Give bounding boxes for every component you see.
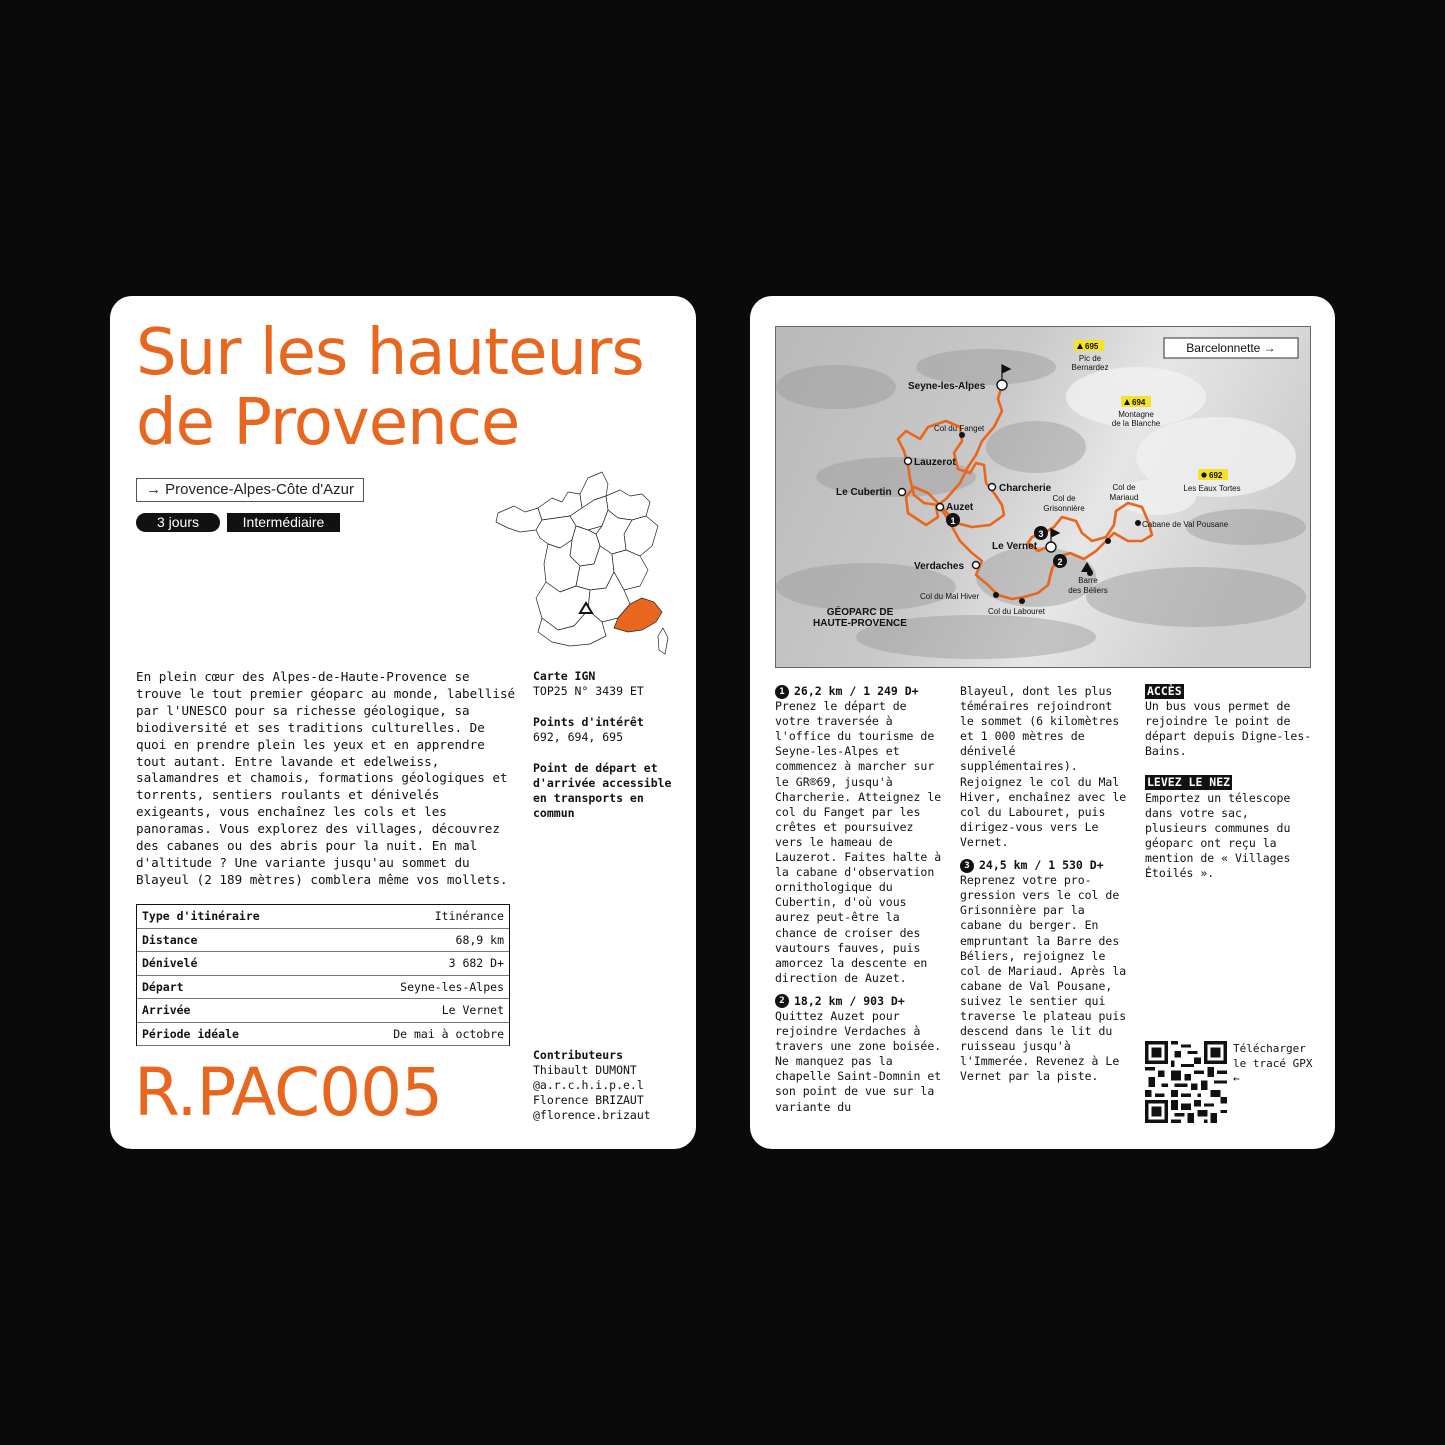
intro-text: En plein cœur des Alpes-de-Haute-Provence se trouve le tout premier géoparc au monde, labellisé par l'UNESCO pour sa richesse géologique, sa biodiversité et ses traditions culturelles. De quoi en prendre plein les yeux et en apprendre tout autant. Entre lavande et edelweiss, salamandres et chamois, formations géologiques et torrents, sentiers roulants et dénivelés exigeants, vous enchaînez les cols et les panoramas. Vous explorez des villages, découvrez des cabanes ou des abris pour la nuit. En mal d'altitude ? Une variante jusqu'au sommet du Blayeul (2 189 mètres) comblera même vos mollets. [136, 669, 516, 887]
poi-info [533, 715, 683, 745]
levez-le-nez-text: Emportez un télescope dans votre sac, plusieurs communes du géoparc ont reçu la mention de « Villages Étoilés ». [1145, 790, 1291, 881]
label-mal-hiver: Col du Mal Hiver [920, 592, 980, 601]
france-region-map [490, 468, 670, 664]
contributor-handle: @a.r.c.h.i.p.e.l [533, 1078, 644, 1092]
stage-3-heading [960, 858, 1132, 873]
label-fanget: Col du Fanget [934, 424, 985, 433]
spec-label: Dénivelé [142, 956, 198, 970]
label-vernet: Le Vernet [992, 541, 1038, 552]
poi-694: 694 [1132, 398, 1146, 407]
label-pic-1: Pic de [1078, 354, 1102, 363]
label-seyne: Seyne-les-Alpes [908, 381, 986, 392]
duration-badge: 3 jours [136, 513, 220, 532]
spec-row [137, 905, 509, 929]
spec-label: Départ [142, 979, 184, 994]
ign-map-value: TOP25 N° 3439 ET [533, 684, 644, 698]
stage-2-heading [775, 994, 945, 1009]
specs-table [136, 904, 510, 1046]
label-grisonniere-1: Col de [1052, 494, 1076, 503]
stage-1-number: 1 [775, 685, 789, 699]
level-badge: Intermédiaire [227, 513, 340, 532]
spec-row [137, 1023, 509, 1047]
spec-label: Distance [142, 932, 198, 947]
label-montagne-2: de la Blanche [1111, 419, 1161, 428]
route-code: R.PAC005 [134, 1054, 443, 1131]
stage-1-heading [775, 684, 945, 699]
stage-3-text: Reprenez votre pro-gression vers le col de Grisonnière par la cabane du berger. En empruntant la Barre des Béliers, rejoignez le col de Mariaud. Après la cabane de Val Pousane, suivez le sentier qui traverse le plateau puis descend dans le lit du ruisseau jusqu'à l'Immerée. Revenez à Le Vernet par la piste. [960, 873, 1127, 1084]
stages-column-1 [775, 684, 945, 1115]
transport-label: Point de départ et d'arrivée accessible en transports en commun [533, 761, 672, 820]
route-title [136, 318, 644, 458]
spec-label: Période idéale [142, 1026, 239, 1041]
spec-label: Arrivée [142, 1003, 191, 1017]
transport-info [533, 761, 683, 821]
contributor-name: Florence BRIZAUT [533, 1093, 644, 1107]
stage-1-text: Prenez le départ de votre traversée à l'office du tourisme de Seyne-les-Alpes et commencez à marcher sur le GR®69, jusqu'à Charcherie. Atteignez le col du Fanget par les crêtes et poursuivez vers le hameau de Lauzerot. Faites halte à la cabane d'observation ornithologique du Cubertin, d'où vous aurez peut-être la chance de croiser des vautours fauves, puis amorcez la descente en direction de Auzet. [775, 699, 942, 985]
stage-1-title: 26,2 km / 1 249 D+ [794, 684, 919, 698]
gpx-qr-code[interactable] [1145, 1041, 1227, 1123]
spec-row [137, 929, 509, 953]
stage-2-text-continued: Blayeul, dont les plus téméraires rejoindront le sommet (6 kilomètres et 1 000 mètres de dénivelé supplémentaires). Rejoignez le col du Mal Hiver, enchaînez avec le col du Labouret, puis dirigez-vous vers Le Vernet. [960, 684, 1127, 849]
levez-le-nez-heading: LEVEZ LE NEZ [1147, 775, 1231, 790]
stage-2-number: 2 [775, 994, 789, 1008]
map-stage-1-number: 1 [950, 516, 956, 526]
label-pic-2: Bernardez [1071, 363, 1109, 372]
spec-value: 68,9 km [455, 932, 504, 947]
ign-map-info [533, 669, 683, 699]
poi-695: 695 [1085, 342, 1099, 351]
access-heading: ACCÈS [1147, 684, 1182, 698]
label-eaux-tortes: Les Eaux Tortes [1183, 484, 1241, 493]
route-card-front [110, 296, 696, 1149]
spec-value: Itinérance [434, 909, 504, 923]
label-geoparc-2: HAUTE-PROVENCE [813, 618, 907, 629]
poi-label: Points d'intérêt [533, 715, 644, 729]
stage-3-title: 24,5 km / 1 530 D+ [979, 858, 1104, 873]
spec-row [137, 999, 509, 1023]
label-barre-1: Barre [1078, 576, 1098, 585]
spec-value: Seyne-les-Alpes [400, 979, 504, 994]
label-verdaches: Verdaches [914, 561, 965, 572]
label-grisonniere-2: Grisonnière [1043, 504, 1085, 513]
spec-value: De mai à octobre [393, 1026, 504, 1041]
gpx-line-2: le tracé GPX [1233, 1057, 1313, 1070]
ign-map-label: Carte IGN [533, 669, 596, 683]
stage-3-number: 3 [960, 859, 974, 873]
contributors-label: Contributeurs [533, 1048, 624, 1062]
region-tag: → Provence-Alpes-Côte d'Azur [136, 478, 364, 502]
map-stage-3-number: 3 [1038, 529, 1044, 539]
label-auzet: Auzet [946, 502, 974, 513]
spec-value: Le Vernet [441, 1003, 504, 1017]
info-column [1145, 684, 1315, 881]
contributors [533, 1048, 683, 1123]
gpx-download-link[interactable] [1233, 1041, 1312, 1086]
stage-2-title: 18,2 km / 903 D+ [794, 993, 905, 1008]
map-stage-2-number: 2 [1057, 557, 1063, 567]
stages-column-2 [960, 684, 1132, 1084]
label-barre-2: des Béliers [1068, 586, 1108, 595]
title-line-2: de Provence [136, 386, 520, 460]
label-cabane: Cabane de Val Pousane [1142, 520, 1229, 529]
label-cubertin: Le Cubertin [836, 487, 892, 498]
label-charcherie: Charcherie [999, 483, 1052, 494]
label-labouret: Col du Labouret [988, 607, 1045, 616]
label-montagne-1: Montagne [1118, 410, 1154, 419]
spec-value: 3 682 D+ [448, 956, 504, 970]
poi-692: 692 [1209, 471, 1223, 480]
contributor-name: Thibault DUMONT [533, 1063, 637, 1077]
stage-2-text: Quittez Auzet pour rejoindre Verdaches à travers une zone boisée. Ne manquez pas la chapelle Saint-Domnin et son point de vue sur la variante du [775, 1008, 942, 1114]
access-text: Un bus vous permet de rejoindre le point de départ depuis Digne-les-Bains. [1145, 699, 1312, 759]
title-line-1: Sur les hauteurs [136, 316, 644, 390]
label-geoparc-1: GÉOPARC DE [826, 607, 894, 618]
label-mariaud-1: Col de [1112, 483, 1136, 492]
spec-row [137, 976, 509, 1000]
barcelonnette-label: Barcelonnette → [1186, 341, 1276, 355]
route-map [775, 326, 1311, 668]
contributor-handle: @florence.brizaut [533, 1108, 651, 1122]
spec-row [137, 952, 509, 976]
poi-value: 692, 694, 695 [533, 730, 624, 744]
route-card-back [750, 296, 1335, 1149]
spec-label: Type d'itinéraire [142, 909, 260, 923]
gpx-arrow-icon: ← [1233, 1072, 1240, 1085]
gpx-line-1: Télécharger [1233, 1042, 1306, 1055]
label-lauzerot: Lauzerot [914, 457, 956, 468]
label-mariaud-2: Mariaud [1109, 493, 1139, 502]
